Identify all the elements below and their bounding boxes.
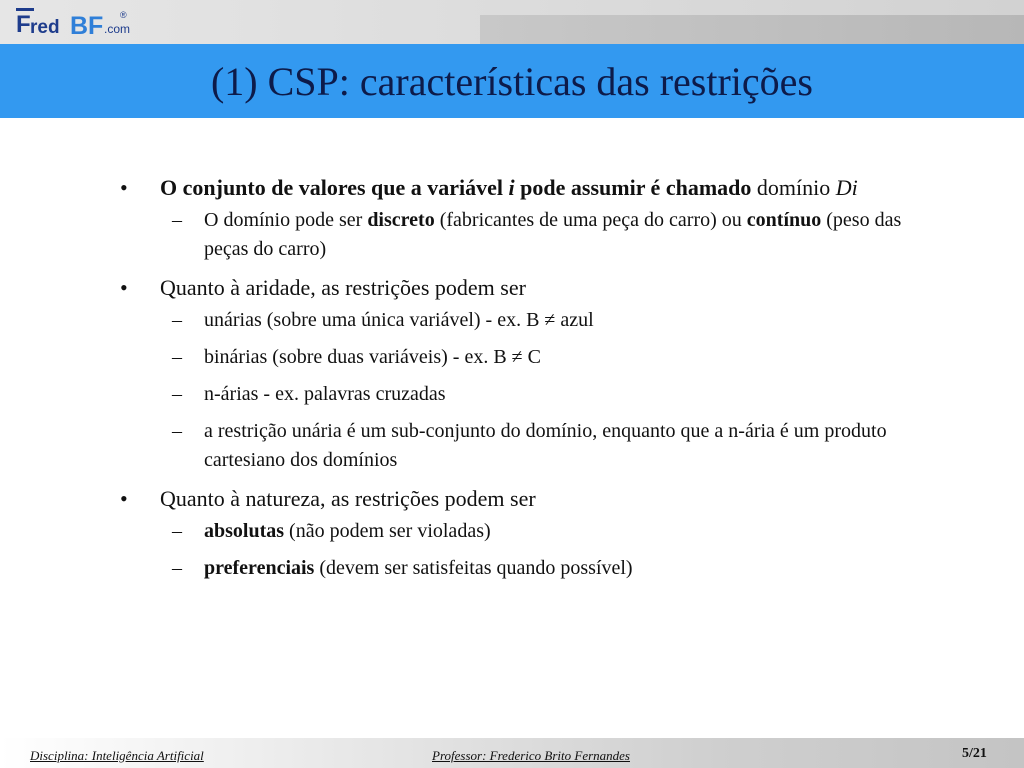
sub-text: (devem ser satisfeitas quando possível) — [314, 557, 633, 579]
bullet-nature-text: Quanto à natureza, as restrições podem ser — [160, 486, 536, 511]
bullet-domain-var-i: i — [508, 175, 515, 200]
sub-bullet-discrete-continuous — [120, 206, 920, 264]
bullet-domain-text: domínio — [751, 175, 836, 200]
footer-professor: Professor: Frederico Brito Fernandes — [432, 748, 630, 763]
bullet-domain-bold-1: O conjunto de valores que a variável — [160, 175, 509, 200]
slide-content — [120, 172, 920, 591]
sub-text: unárias (sobre uma única variável) - ex. B ≠ azul — [204, 309, 594, 331]
sub-bullet-unary — [120, 306, 920, 335]
bullet-arity-text: Quanto à aridade, as restrições podem ser — [160, 275, 526, 300]
logo-com: .com — [104, 22, 131, 36]
sub-bold-continuo: contínuo — [746, 209, 822, 231]
bullet-domain-bold-2: pode assumir é chamado — [514, 175, 752, 200]
title-band — [0, 44, 1024, 118]
footer-course: Disciplina: Inteligência Artificial — [30, 748, 204, 763]
top-strip — [0, 0, 1024, 44]
dash-marker: – — [172, 557, 182, 579]
sub-bold-discreto: discreto — [367, 209, 435, 231]
bullet-marker: • — [120, 275, 128, 300]
sub-bold-absolutas: absolutas — [204, 520, 285, 542]
bullet-arity — [120, 272, 920, 304]
dash-marker: – — [172, 309, 182, 331]
logo-registered-mark: ® — [120, 10, 127, 20]
bullet-domain — [120, 172, 920, 204]
bullet-domain-var-di: Di — [835, 175, 858, 200]
logo-red: red — [30, 17, 60, 38]
sub-bullet-absolute — [120, 517, 920, 546]
sub-bullet-binary — [120, 343, 920, 372]
sub-bullet-nary — [120, 380, 920, 409]
sub-text-3: (peso das peças do carro) — [204, 209, 902, 260]
sub-bullet-unary-subset — [120, 417, 920, 475]
bullet-nature — [120, 483, 920, 515]
sub-text: n-árias - ex. palavras cruzadas — [204, 383, 446, 405]
slide-title: (1) CSP: características das restrições — [210, 59, 813, 104]
dash-marker: – — [172, 420, 182, 442]
sub-text-2: (fabricantes de uma peça do carro) ou — [434, 209, 747, 231]
sub-text: a restrição unária é um sub-conjunto do domínio, enquanto que a n-ária é um produto cartesiano dos domínios — [204, 420, 887, 471]
dash-marker: – — [172, 383, 182, 405]
bullet-marker: • — [120, 486, 128, 511]
sub-bullet-preferential — [120, 554, 920, 583]
dash-marker: – — [172, 209, 182, 231]
page-number: 5/21 — [962, 746, 987, 761]
sub-bold-preferenciais: preferenciais — [204, 557, 315, 579]
logo-f: F — [16, 11, 30, 38]
top-strip-shade — [480, 15, 1024, 44]
sub-text: (não podem ser violadas) — [284, 520, 491, 542]
sub-text-1: O domínio pode ser — [204, 209, 368, 231]
logo-bf: BF — [70, 12, 104, 40]
bullet-marker: • — [120, 175, 128, 200]
dash-marker: – — [172, 346, 182, 368]
sub-text: binárias (sobre duas variáveis) - ex. B ≠ C — [204, 346, 541, 368]
footer — [0, 738, 1024, 768]
fredbf-logo — [16, 8, 131, 42]
dash-marker: – — [172, 520, 182, 542]
